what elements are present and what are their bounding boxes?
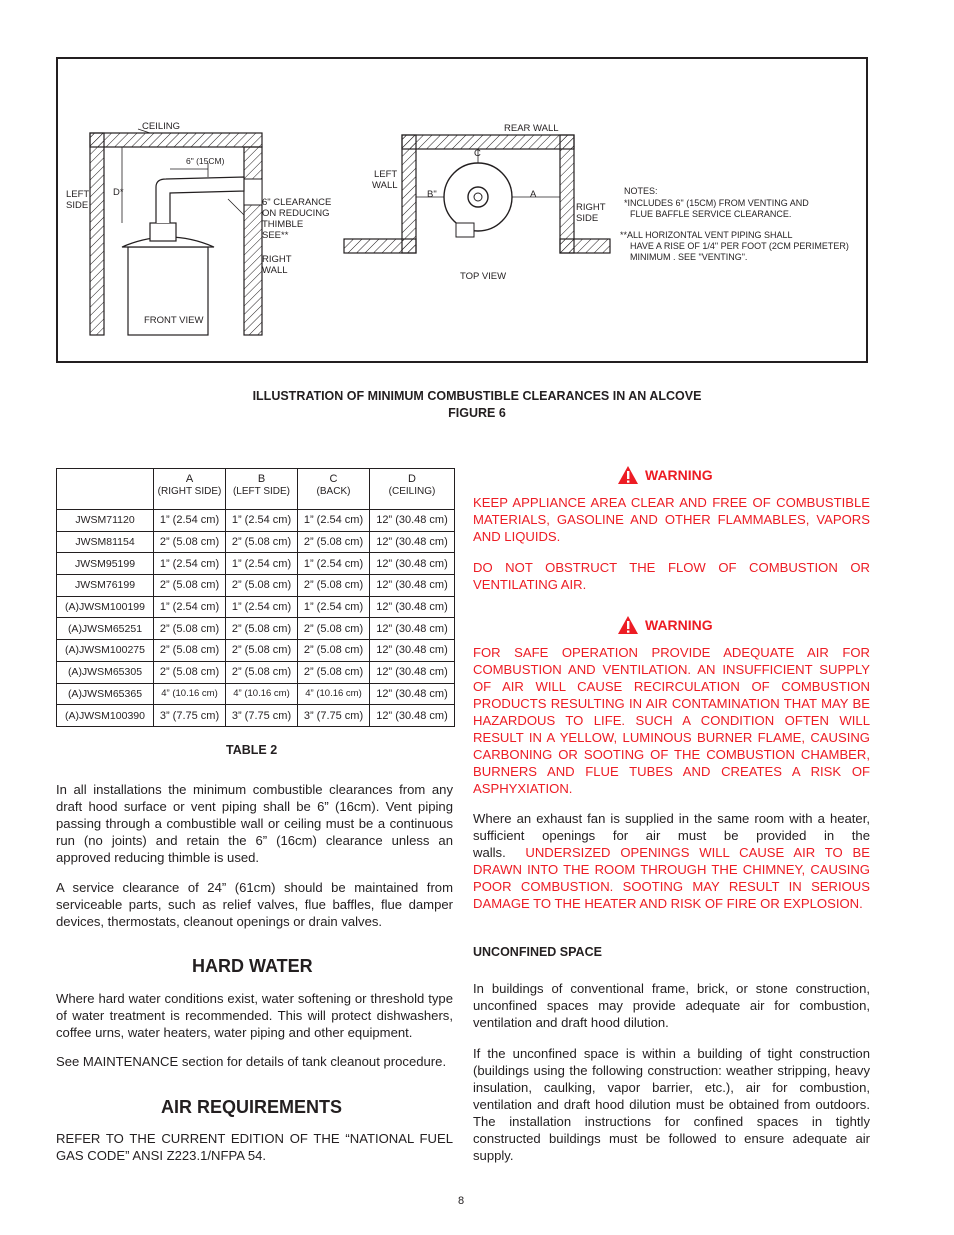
header-sub: (BACK) (316, 486, 351, 497)
cell-b: 2” (5.08 cm) (226, 575, 298, 597)
label-clearance-3: THIMBLE (262, 219, 304, 230)
note2-line2: HAVE A RISE OF 1/4" PER FOOT (2CM PERIMETER) (630, 241, 849, 251)
cell-c: 2” (5.08 cm) (298, 618, 370, 640)
table-header-b (226, 469, 298, 510)
cell-a: 2” (5.08 cm) (154, 575, 226, 597)
unconfined-paragraph1: In buildings of conventional frame, brick, or stone construction, unconfined spaces may provide adequate air for combustion, ventilation and draft hood dilution. (473, 981, 870, 1030)
note2-line1: **ALL HORIZONTAL VENT PIPING SHALL (620, 230, 793, 240)
hard-water-paragraph: Where hard water conditions exist, water softening or threshold type of water treatment is recommended. This will protect dishwashers, coffee urns, water heaters, water piping and other equipment. (56, 991, 453, 1040)
maintenance-paragraph: See MAINTENANCE section for details of tank cleanout procedure. (56, 1054, 447, 1069)
cell-a: 2” (5.08 cm) (154, 640, 226, 662)
exhaust-fan-text: Where an exhaust fan is supplied in the same room with a heater, sufficient openings for air must be provided in the walls. (473, 811, 870, 860)
cell-a: 1” (2.54 cm) (154, 510, 226, 532)
table-caption: TABLE 2 (226, 743, 278, 757)
figure-6-frame (56, 57, 868, 363)
cell-b: 2” (5.08 cm) (226, 618, 298, 640)
label-clearance-2: ON REDUCING (262, 208, 330, 219)
table-row (57, 553, 455, 575)
cell-model: JWSM81154 (57, 531, 154, 553)
unconfined-paragraph2: If the unconfined space is within a building of tight construction (buildings using the following construction: weather stripping, heavy insulation, caulking, vapor barrier, etc.), air for combustion, ventilation and draft hood dilution must be obtained from outdoors. The installation instructions for confined spaces in tightly constructed buildings must be followed to ensure adequate air supply. (473, 1046, 870, 1163)
label-a: A (530, 189, 537, 200)
table-row (57, 683, 455, 705)
cell-b: 2” (5.08 cm) (226, 661, 298, 683)
cell-model: JWSM71120 (57, 510, 154, 532)
cell-c: 2” (5.08 cm) (298, 640, 370, 662)
warning1-paragraph1: KEEP APPLIANCE AREA CLEAR AND FREE OF COMBUSTIBLE MATERIALS, GASOLINE AND OTHER FLAMMABLES, VAPORS AND LIQUIDS. (473, 495, 870, 544)
label-six-inch: 6" (15CM) (186, 156, 225, 166)
cell-d: 12” (30.48 cm) (370, 531, 455, 553)
cell-d: 12” (30.48 cm) (370, 640, 455, 662)
cell-model: (A)JWSM65305 (57, 661, 154, 683)
warning2-paragraph: FOR SAFE OPERATION PROVIDE ADEQUATE AIR FOR COMBUSTION AND VENTILATION. AN INSUFFICIENT SUPPLY OF AIR WILL CAUSE RECIRCULATION OF COMBUSTION PRODUCTS RESULTING IN AIR CONTAMINATION THAT MAY BE HAZARDOUS TO LIFE. SUCH A CONDITION OFTEN WILL RESULT IN A YELLOW, LUMINOUS BURNER FLAME, CAUSING CARBONING OR SOOTING OF THE COMBUSTION CHAMBER, BURNERS AND FLUE TUBES AND CREATES A RISK OF ASPHYXIATION. (473, 645, 870, 796)
cell-a: 4” (10.16 cm) (154, 683, 226, 705)
warning-title: WARNING (645, 467, 713, 483)
figure-caption-number: FIGURE 6 (448, 406, 506, 420)
table-row (57, 510, 455, 532)
label-clearance-1: 6" CLEARANCE (262, 197, 332, 208)
service-clearance-paragraph: A service clearance of 24” (61cm) should be maintained from serviceable parts, such as relief valves, flue baffles, flue damper devices, thermostats, cleanout openings or drain valves. (56, 880, 453, 929)
table-row (57, 618, 455, 640)
label-rear-wall: REAR WALL (504, 123, 559, 134)
warning-header-2 (617, 615, 713, 635)
cell-d: 12” (30.48 cm) (370, 510, 455, 532)
header-sub: (CEILING) (388, 486, 436, 497)
header-letter: B (257, 473, 266, 485)
warning-header-1 (617, 465, 713, 485)
label-b: B" (427, 189, 437, 200)
cell-a: 3” (7.75 cm) (154, 705, 226, 727)
table-header-model (57, 469, 154, 510)
label-right-wall-2: WALL (262, 265, 288, 276)
warning-title: WARNING (645, 617, 713, 633)
header-letter: C (329, 473, 338, 485)
warning-triangle-icon (617, 615, 639, 635)
header-letter: D (408, 473, 416, 485)
clearance-paragraph: In all installations the minimum combustible clearances from any draft hood surface or vent piping shall be 6” (16cm). Vent piping passing through a combustible wall or ceiling must be a continuous run (no joints) and retain the 6” (16cm) clearance unless an approved reducing thimble is used. (56, 782, 453, 865)
table-header-d (370, 469, 455, 510)
label-left-side-1: LEFT (66, 189, 90, 200)
cell-c: 1” (2.54 cm) (298, 553, 370, 575)
cell-c: 1” (2.54 cm) (298, 510, 370, 532)
label-left-wall-2: WALL (372, 180, 398, 191)
cell-d: 12” (30.48 cm) (370, 618, 455, 640)
cell-model: JWSM76199 (57, 575, 154, 597)
cell-c: 1” (2.54 cm) (298, 596, 370, 618)
cell-model: (A)JWSM100275 (57, 640, 154, 662)
cell-d: 12” (30.48 cm) (370, 553, 455, 575)
cell-a: 1” (2.54 cm) (154, 596, 226, 618)
table-row (57, 531, 455, 553)
cell-model: JWSM95199 (57, 553, 154, 575)
notes-title: NOTES: (624, 186, 658, 196)
label-left-wall-1: LEFT (374, 169, 398, 180)
table-row (57, 640, 455, 662)
label-front-view: FRONT VIEW (144, 315, 204, 326)
front-view-drawing (90, 129, 262, 335)
cell-d: 12” (30.48 cm) (370, 683, 455, 705)
cell-b: 1” (2.54 cm) (226, 510, 298, 532)
cell-a: 2” (5.08 cm) (154, 618, 226, 640)
exhaust-fan-warning-text: UNDERSIZED OPENINGS WILL CAUSE AIR TO BE DRAWN INTO THE ROOM THROUGH THE CHIMNEY, CAUSING POOR COMBUSTION. SOOTING MAY RESULT IN SERIOUS DAMAGE TO THE HEATER AND RISK OF FIRE OR EXPLOSION. (473, 845, 870, 911)
table-row (57, 661, 455, 683)
note2-line3: MINIMUM . SEE "VENTING". (630, 252, 748, 262)
air-requirements-heading: AIR REQUIREMENTS (161, 1097, 343, 1117)
label-right-side-1: RIGHT (576, 202, 606, 213)
cell-b: 2” (5.08 cm) (226, 531, 298, 553)
table-header-a (154, 469, 226, 510)
cell-model: (A)JWSM65251 (57, 618, 154, 640)
table-header-row (57, 469, 455, 510)
table-row (57, 705, 455, 727)
label-clearance-4: SEE** (262, 230, 289, 241)
air-requirements-paragraph: REFER TO THE CURRENT EDITION OF THE “NATIONAL FUEL GAS CODE” ANSI Z223.1/NFPA 54. (56, 1131, 453, 1163)
cell-b: 3” (7.75 cm) (226, 705, 298, 727)
unconfined-space-heading: UNCONFINED SPACE (473, 945, 602, 959)
cell-model: (A)JWSM65365 (57, 683, 154, 705)
header-sub: (RIGHT SIDE) (157, 486, 222, 497)
label-d-star: D* (113, 187, 124, 198)
cell-b: 2” (5.08 cm) (226, 640, 298, 662)
cell-d: 12” (30.48 cm) (370, 596, 455, 618)
label-right-wall-1: RIGHT (262, 254, 292, 265)
cell-a: 2” (5.08 cm) (154, 661, 226, 683)
cell-c: 2” (5.08 cm) (298, 575, 370, 597)
table-row (57, 596, 455, 618)
cell-c: 2” (5.08 cm) (298, 531, 370, 553)
exhaust-fan-paragraph (473, 810, 870, 912)
label-right-side-2: SIDE (576, 213, 599, 224)
cell-b: 1” (2.54 cm) (226, 553, 298, 575)
cell-model: (A)JWSM100390 (57, 705, 154, 727)
note1-line2: FLUE BAFFLE SERVICE CLEARANCE. (630, 209, 792, 219)
label-c: C (474, 148, 481, 159)
label-top-view: TOP VIEW (460, 271, 507, 282)
hard-water-heading: HARD WATER (192, 956, 313, 976)
cell-a: 2” (5.08 cm) (154, 531, 226, 553)
cell-d: 12” (30.48 cm) (370, 575, 455, 597)
clearance-table (56, 468, 455, 727)
cell-b: 4” (10.16 cm) (226, 683, 298, 705)
page-number: 8 (458, 1195, 465, 1207)
cell-a: 1” (2.54 cm) (154, 553, 226, 575)
cell-model: (A)JWSM100199 (57, 596, 154, 618)
warning1-paragraph2: DO NOT OBSTRUCT THE FLOW OF COMBUSTION OR VENTILATING AIR. (473, 560, 870, 592)
table-row (57, 575, 455, 597)
header-letter: A (185, 473, 194, 485)
label-ceiling: CEILING (142, 121, 181, 132)
warning-triangle-icon (617, 465, 639, 485)
label-left-side-2: SIDE (66, 200, 89, 211)
note1-line1: *INCLUDES 6" (15CM) FROM VENTING AND (624, 198, 809, 208)
cell-c: 4” (10.16 cm) (298, 683, 370, 705)
figure-caption-title: ILLUSTRATION OF MINIMUM COMBUSTIBLE CLEARANCES IN AN ALCOVE (252, 389, 702, 403)
table-header-c (298, 469, 370, 510)
cell-b: 1” (2.54 cm) (226, 596, 298, 618)
cell-d: 12” (30.48 cm) (370, 661, 455, 683)
cell-d: 12” (30.48 cm) (370, 705, 455, 727)
header-sub: (LEFT SIDE) (232, 486, 291, 497)
cell-c: 3” (7.75 cm) (298, 705, 370, 727)
cell-c: 2” (5.08 cm) (298, 661, 370, 683)
